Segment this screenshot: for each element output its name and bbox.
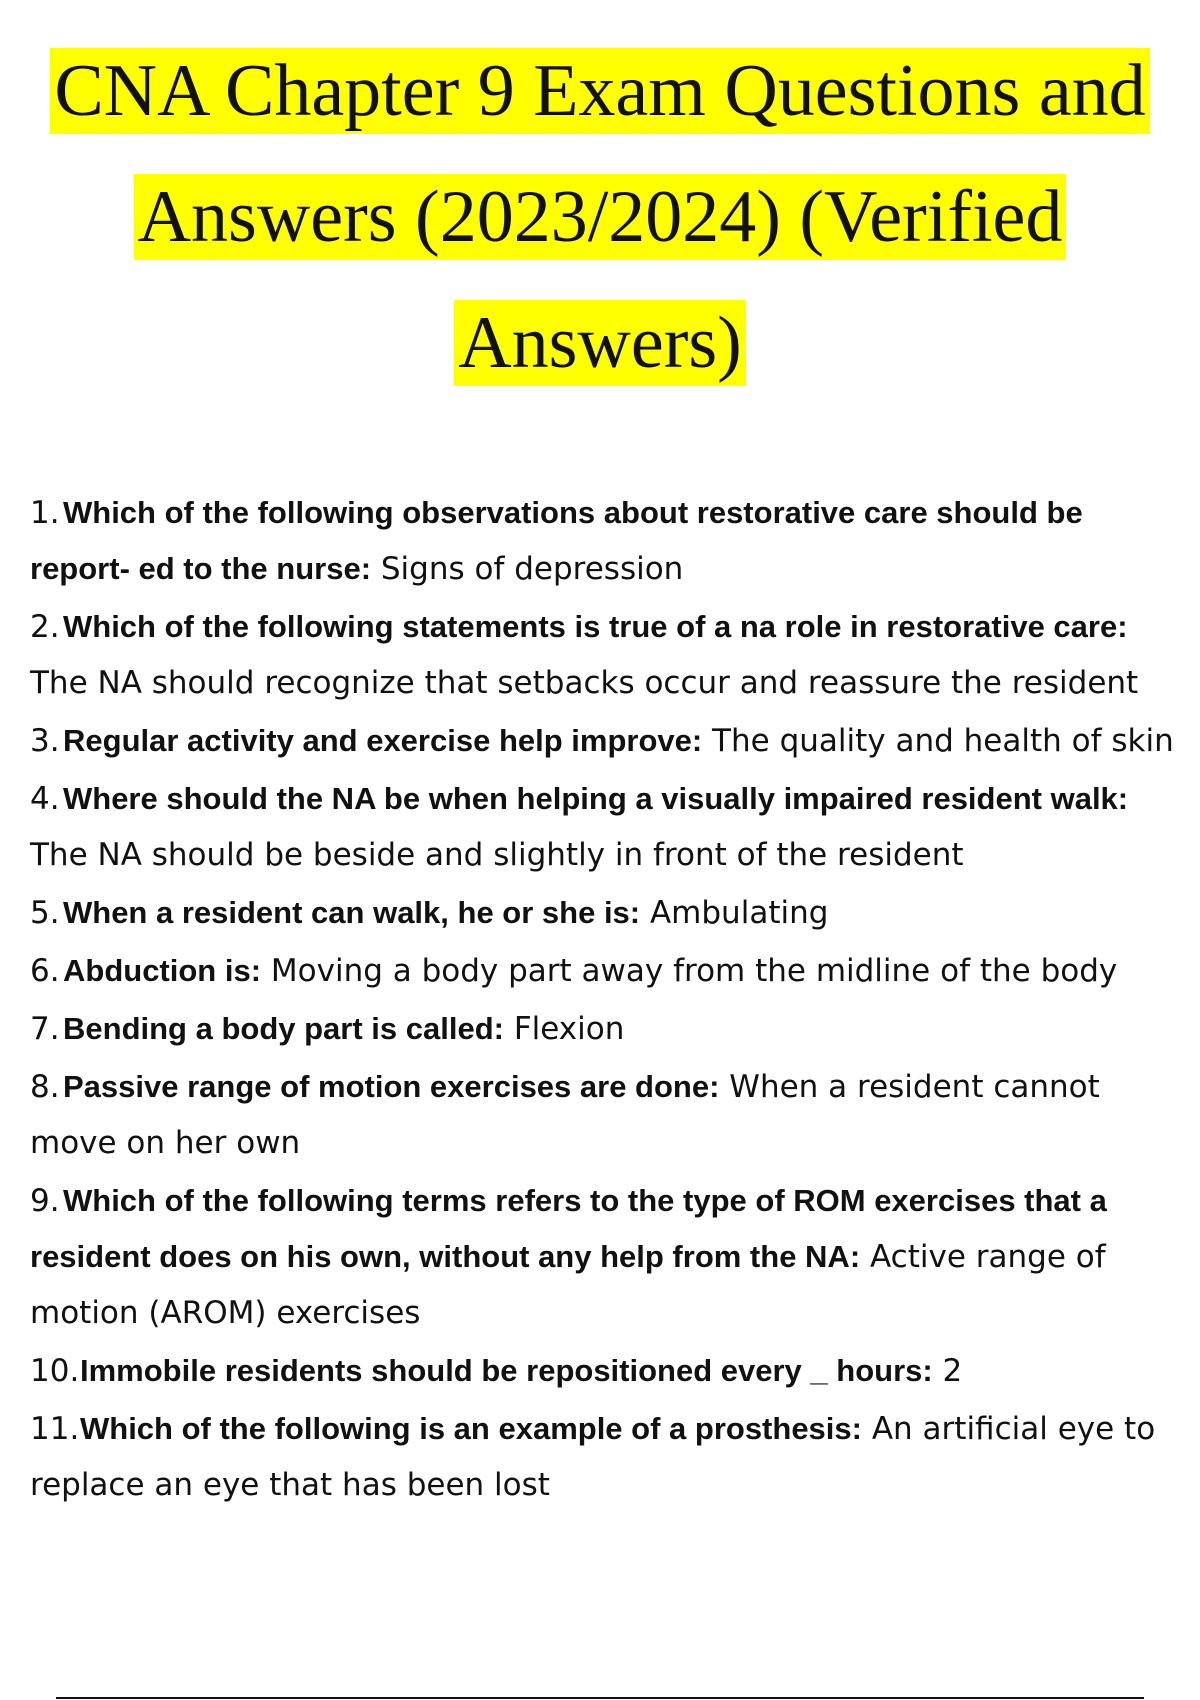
answer-text: Moving a body part away from the midline of the body <box>261 953 1118 989</box>
question-text: When a resident can walk, he or she is: <box>63 895 641 930</box>
qa-item-2 <box>30 599 1190 711</box>
qa-item-8 <box>30 1059 1190 1171</box>
qa-item-6 <box>30 943 1190 999</box>
qa-number: 1. <box>30 495 60 531</box>
answer-text: The NA should be beside and slightly in front of the resident <box>30 837 964 873</box>
qa-item-4 <box>30 771 1190 883</box>
question-text: Which of the following terms refers to the type of ROM exercises that a resident does on his own, without any help from the NA: <box>30 1183 1107 1274</box>
qa-item-7 <box>30 1001 1190 1057</box>
qa-item-3 <box>30 713 1190 769</box>
question-text: Regular activity and exercise help improve: <box>63 723 703 758</box>
answer-text: 2 <box>932 1353 963 1389</box>
qa-item-1 <box>30 485 1190 597</box>
qa-item-5 <box>30 885 1190 941</box>
qa-item-10 <box>30 1343 1190 1399</box>
question-text: Bending a body part is called: <box>63 1011 504 1046</box>
answer-text: Active range of motion (AROM) exercises <box>30 1239 1106 1331</box>
qa-number: 2. <box>30 609 60 645</box>
title-line-3: Answers) <box>0 280 1200 406</box>
question-text: Which of the following observations about restorative care should be report- ed to the nurse: <box>30 495 1083 586</box>
question-text: Which of the following is an example of a prosthesis: <box>80 1411 862 1446</box>
qa-number: 7. <box>30 1011 60 1047</box>
title-line-2: Answers (2023/2024) (Verified <box>0 154 1200 280</box>
document-title <box>0 28 1200 406</box>
question-text: Abduction is: <box>63 953 262 988</box>
question-text: Where should the NA be when helping a visually impaired resident walk: <box>63 781 1129 816</box>
qa-item-11 <box>30 1401 1190 1513</box>
answer-text: The NA should recognize that setbacks occur and reassure the resident <box>30 665 1139 701</box>
qa-item-9 <box>30 1173 1190 1341</box>
qa-number: 9. <box>30 1183 60 1219</box>
qa-number: 4. <box>30 781 60 817</box>
answer-text: An artificial eye to replace an eye that has been lost <box>30 1411 1156 1503</box>
answer-text: Flexion <box>503 1011 625 1047</box>
question-text: Which of the following statements is true of a na role in restorative care: <box>63 609 1128 644</box>
qa-number: 10. <box>30 1353 80 1389</box>
qa-number: 11. <box>30 1411 80 1447</box>
answer-text: Signs of depression <box>371 551 684 587</box>
question-text: Passive range of motion exercises are done: <box>63 1069 720 1104</box>
answer-text: Ambulating <box>640 895 829 931</box>
qa-list <box>30 485 1190 1515</box>
title-line-1: CNA Chapter 9 Exam Questions and <box>0 28 1200 154</box>
qa-number: 5. <box>30 895 60 931</box>
answer-text: The quality and health of skin <box>702 723 1174 759</box>
footer-rule <box>56 1697 1144 1699</box>
question-text: Immobile residents should be repositioned every _ hours: <box>80 1353 933 1388</box>
qa-number: 3. <box>30 723 60 759</box>
answer-text: When a resident cannot move on her own <box>30 1069 1100 1161</box>
qa-number: 8. <box>30 1069 60 1105</box>
qa-number: 6. <box>30 953 60 989</box>
